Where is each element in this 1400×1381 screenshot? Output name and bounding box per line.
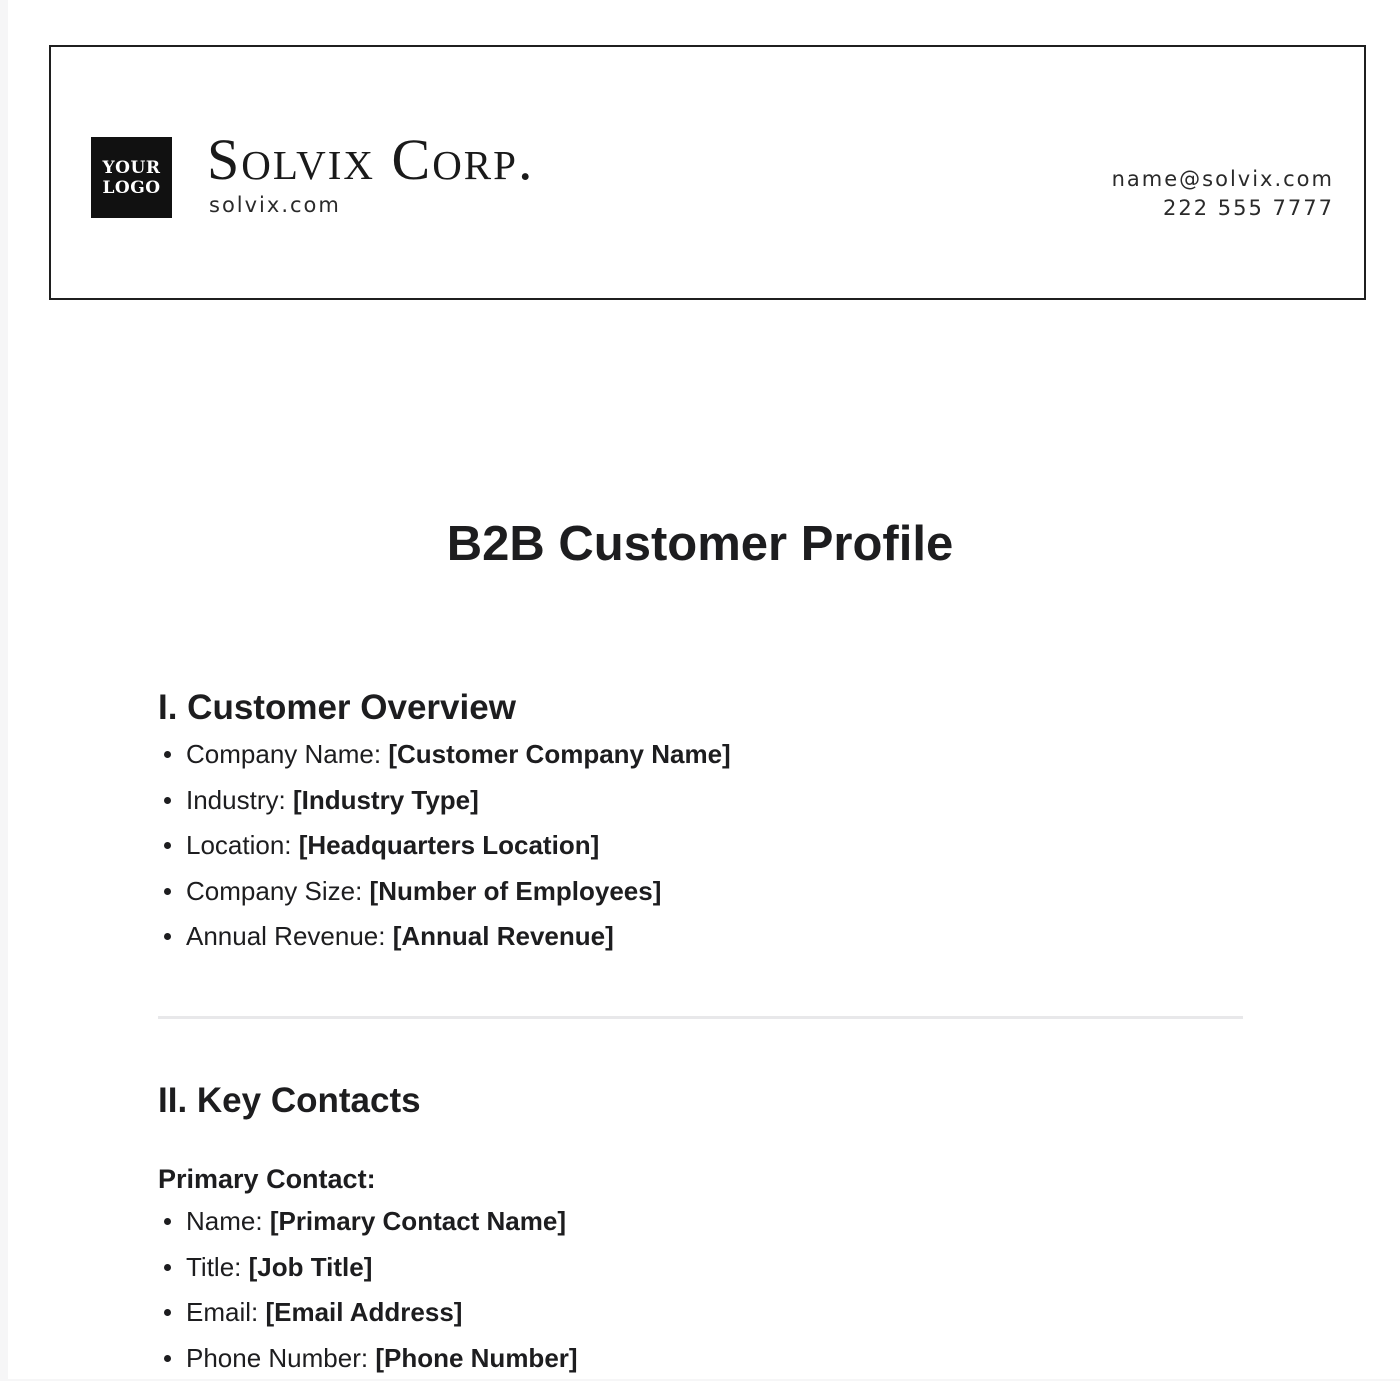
bullet	[164, 751, 171, 758]
item-value: [Headquarters Location]	[299, 830, 600, 860]
logo-line-1: YOUR	[103, 158, 161, 178]
company-logo	[91, 137, 172, 218]
item-value: [Industry Type]	[293, 785, 479, 815]
customer-overview-list	[158, 732, 1243, 960]
document-title: B2B Customer Profile	[0, 512, 1400, 576]
bullet	[164, 1218, 171, 1225]
list-item	[158, 732, 1243, 778]
item-label: Title:	[186, 1252, 249, 1282]
item-label: Phone Number:	[186, 1343, 375, 1373]
item-label: Industry:	[186, 785, 293, 815]
section-title-customer-overview: I. Customer Overview	[158, 686, 1243, 730]
item-value: [Email Address]	[265, 1297, 462, 1327]
company-name: Solvix Corp.	[207, 127, 534, 193]
company-website: solvix.com	[209, 193, 341, 217]
bullet	[164, 842, 171, 849]
list-item	[158, 1290, 1243, 1336]
item-value: [Primary Contact Name]	[270, 1206, 566, 1236]
letterhead-box	[49, 45, 1366, 300]
item-value: [Job Title]	[249, 1252, 373, 1282]
customer-overview-section	[158, 686, 1243, 960]
list-item	[158, 823, 1243, 869]
item-label: Email:	[186, 1297, 265, 1327]
primary-contact-list	[158, 1199, 1243, 1381]
bullet	[164, 797, 171, 804]
item-label: Annual Revenue:	[186, 921, 393, 951]
item-value: [Number of Employees]	[370, 876, 662, 906]
item-value: [Phone Number]	[375, 1343, 577, 1373]
section-divider	[158, 1016, 1243, 1019]
item-label: Name:	[186, 1206, 270, 1236]
list-item	[158, 778, 1243, 824]
key-contacts-section	[158, 1079, 1243, 1381]
list-item	[158, 914, 1243, 960]
list-item	[158, 1199, 1243, 1245]
bullet	[164, 933, 171, 940]
item-label: Company Size:	[186, 876, 370, 906]
item-label: Location:	[186, 830, 299, 860]
list-item	[158, 1336, 1243, 1381]
bullet	[164, 1264, 171, 1271]
item-value: [Annual Revenue]	[393, 921, 614, 951]
contact-email: name@solvix.com	[1112, 165, 1334, 194]
item-label: Company Name:	[186, 739, 388, 769]
bullet	[164, 1309, 171, 1316]
contact-phone: 222 555 7777	[1112, 194, 1334, 223]
list-item	[158, 869, 1243, 915]
primary-contact-heading: Primary Contact:	[158, 1161, 1243, 1197]
contact-block	[1112, 165, 1334, 223]
bullet	[164, 1355, 171, 1362]
bullet	[164, 888, 171, 895]
section-title-key-contacts: II. Key Contacts	[158, 1079, 1243, 1123]
logo-line-2: LOGO	[102, 178, 160, 198]
item-value: [Customer Company Name]	[388, 739, 730, 769]
list-item	[158, 1245, 1243, 1291]
